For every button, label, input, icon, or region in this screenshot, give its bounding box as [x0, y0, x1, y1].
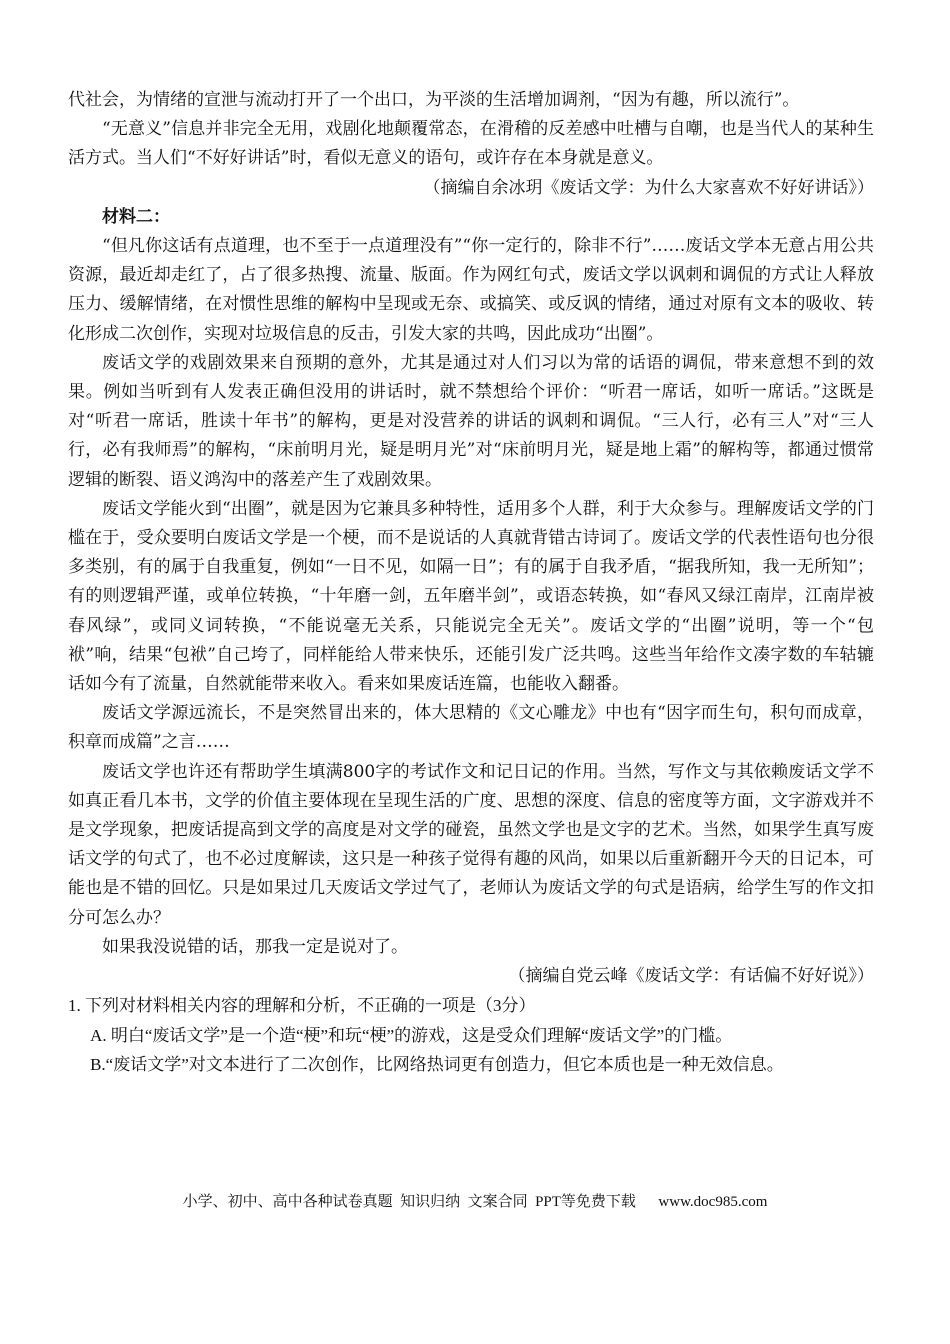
page-footer: 小学、初中、高中各种试卷真题 知识归纳 文案合同 PPT等免费下载 www.doc985.com — [182, 1194, 768, 1210]
question-1-option-b: B.“废话文学”对文本进行了二次创作，比网络热词更有创造力，但它本质也是一种无效信息。 — [90, 1054, 784, 1074]
material-two-paragraph-2: 废话文学的戏剧效果来自预期的意外，尤其是通过对人们习以为常的话语的调侃，带来意想不到的效果。例如当听到有人发表正确但没用的讲话时，就不禁想给个评价：“听君一席话，如听一席话。”这既是对“听君一席话，胜读十年书”的解构，更是对没营养的讲话的讽刺和调侃。“三人行，必有三人”对“三人行，必有我师焉”的解构，“床前明月光，疑是明月光”对“床前明月光，疑是地上霜”的解构等，都通过惯常逻辑的断裂、语义鸿沟中的落差产生了戏剧效果。 — [68, 352, 874, 490]
material-two-paragraph-6: 如果我没说错的话，那我一定是说对了。 — [102, 936, 408, 957]
material-two-paragraph-3: 废话文学能火到“出圈”，就是因为它兼具多种特性，适用多个人群，利于大众参与。理解废话文学的门槛在于，受众要明白废话文学是一个梗，而不是说话的人真就背错古诗词了。废话文学的代表性语句也分很多类别，有的属于自我重复，例如“一日不见，如隔一日”；有的属于自我矛盾，“据我所知，我一无所知”；有的则逻辑严谨，或单位转换，“十年磨一剑，五年磨半剑”，或语态转换，如“春风又绿江南岸，江南岸被春风绿”，或同义词转换，“不能说毫无关系，只能说完全无关”。废话文学的“出圈”说明，等一个“包袱”响，结果“包袱”自己垮了，同样能给人带来快乐，还能引发广泛共鸣。这些当年给作文凑字数的车轱辘话如今有了流量，自然就能带来收入。看来如果废话连篇，也能收入翻番。 — [68, 498, 874, 695]
material-one-source: （摘编自余冰玥《废话文学：为什么大家喜欢不好好讲话》） — [423, 177, 874, 198]
question-1-stem: 1. 下列对材料相关内容的理解和分析，不正确的一项是（3分） — [68, 996, 536, 1016]
material-two-paragraph-5: 废话文学也许还有帮助学生填满800字的考试作文和记日记的作用。当然，写作文与其依赖废话文学不如真正看几本书，文学的价值主要体现在呈现生活的广度、思想的深度、信息的密度等方面，文字游戏并不是文学现象，把废话提高到文学的高度是对文学的碰瓷，虽然文学也是文字的艺术。当然，如果学生真写废话文学的句式了，也不必过度解读，这只是一种孩子觉得有趣的风尚，如果以后重新翻开今天的日记本，可能也是不错的回忆。只是如果过几天废话文学过气了，老师认为废话文学的句式是语病，给学生写的作文扣分可怎么办？ — [68, 761, 874, 928]
material-two-paragraph-4: 废话文学源远流长，不是突然冒出来的，体大思精的《文心雕龙》中也有“因字而生句，积句而成章，积章而成篇”之言…… — [68, 703, 874, 753]
material-two-source: （摘编自党云峰《废话文学：有话偏不好好说》） — [508, 966, 874, 987]
question-1-option-a: A. 明白“废话文学”是一个造“梗”和玩“梗”的游戏，这是受众们理解“废话文学”的门槛。 — [90, 1025, 733, 1045]
material-one-last-paragraph: “无意义”信息并非完全无用，戏剧化地颠覆常态，在滑稽的反差感中吐槽与自嘲，也是当代人的某种生活方式。当人们“不好好讲话”时，看似无意义的语句，或许存在本身就是意义。 — [68, 119, 874, 169]
exam-page-body — [68, 86, 874, 1079]
material-one-continued-paragraph: 代社会，为情绪的宣泄与流动打开了一个出口，为平淡的生活增加调剂，“因为有趣，所以流行”。 — [68, 90, 800, 110]
material-two-paragraph-1: “但凡你这话有点道理，也不至于一点道理没有”“你一定行的，除非不行”……废话文学本无意占用公共资源，最近却走红了，占了很多热搜、流量、版面。作为网红句式，废话文学以讽刺和调侃的方式让人释放压力、缓解情绪，在对惯性思维的解构中呈现或无奈、或搞笑、或反讽的情绪，通过对原有文本的吸收、转化形成二次创作，实现对垃圾信息的反击，引发大家的共鸣，因此成功“出圈”。 — [68, 236, 874, 344]
material-two-heading: 材料二： — [102, 206, 170, 227]
